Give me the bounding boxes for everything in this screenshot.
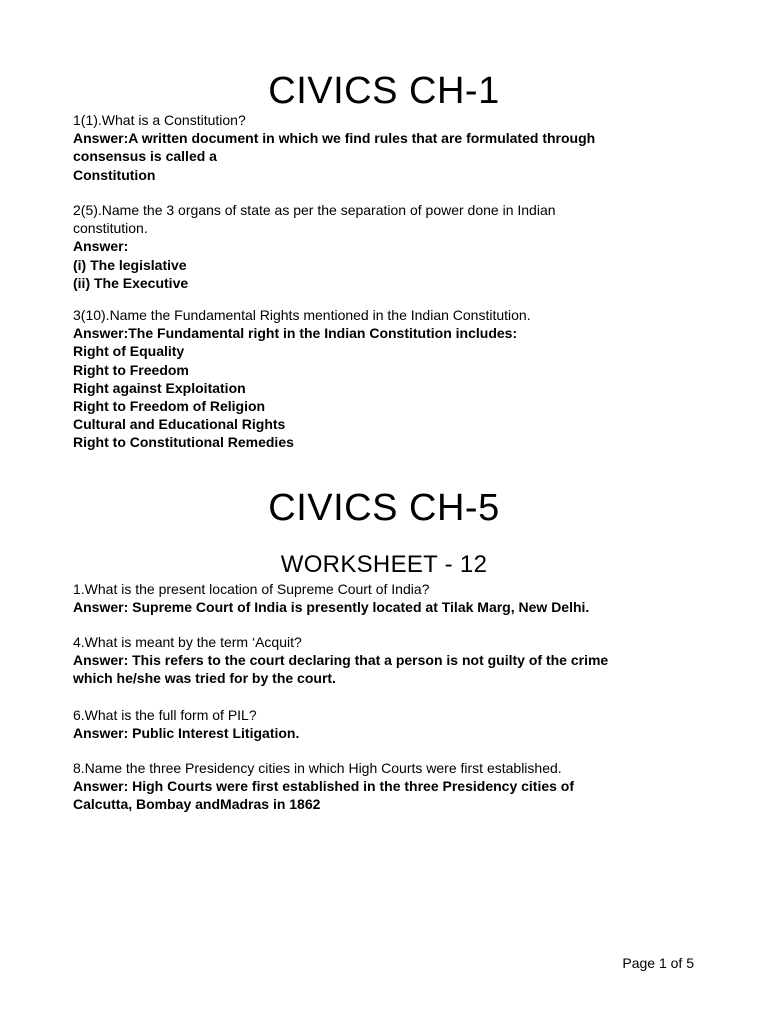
answer-line: Right to Freedom [73, 361, 189, 378]
answer-line: Answer: This refers to the court declaring that a person is not guilty of the crime [73, 652, 609, 669]
question-text: constitution. [73, 220, 148, 237]
answer-line: Answer:A written document in which we find rules that are formulated through [73, 130, 596, 147]
question-text: 1(1).What is a Constitution? [73, 112, 246, 128]
worksheet-subtitle: WORKSHEET - 12 [280, 551, 488, 578]
chapter-title: CIVICS CH-5 [268, 487, 500, 529]
answer-line: Answer: [73, 238, 129, 255]
answer-line: Answer: High Courts were first established in the three Presidency cities of [73, 778, 575, 795]
question-block [73, 580, 683, 616]
question-text: 1.What is the present location of Supreme Court of India? [73, 581, 430, 597]
question-text: 6.What is the full form of PIL? [73, 707, 257, 723]
question-block [73, 306, 683, 452]
answer-line: Constitution [73, 166, 156, 183]
question-block [73, 706, 683, 742]
answer-line: Answer: Supreme Court of India is presently located at Tilak Marg, New Delhi. [73, 599, 590, 616]
question-text: 2(5).Name the 3 organs of state as per the separation of power done in Indian [73, 202, 556, 218]
answer-line: consensus is called a [73, 148, 217, 165]
question-block [73, 111, 683, 184]
question-text: 8.Name the three Presidency cities in which High Courts were first established. [73, 760, 562, 776]
answer-line: which he/she was tried for by the court. [73, 670, 336, 687]
question-text: 3(10).Name the Fundamental Rights mentioned in the Indian Constitution. [73, 307, 531, 323]
answer-line: Cultural and Educational Rights [73, 416, 286, 433]
page-number: Page 1 of 5 [622, 955, 694, 971]
question-block [73, 201, 683, 292]
chapter-title: CIVICS CH-1 [268, 70, 500, 112]
answer-line: Calcutta, Bombay andMadras in 1862 [73, 796, 321, 813]
answer-line: Answer:The Fundamental right in the Indian Constitution includes: [73, 325, 518, 342]
answer-line: (i) The legislative [73, 256, 187, 273]
question-block [73, 633, 683, 688]
answer-line: Right to Constitutional Remedies [73, 434, 294, 451]
answer-line: Right of Equality [73, 343, 185, 360]
answer-line: Answer: Public Interest Litigation. [73, 725, 300, 742]
question-block [73, 759, 683, 814]
answer-line: Right to Freedom of Religion [73, 398, 266, 415]
question-text: 4.What is meant by the term ‘Acquit? [73, 634, 302, 650]
answer-line: (ii) The Executive [73, 274, 189, 291]
answer-line: Right against Exploitation [73, 379, 246, 396]
